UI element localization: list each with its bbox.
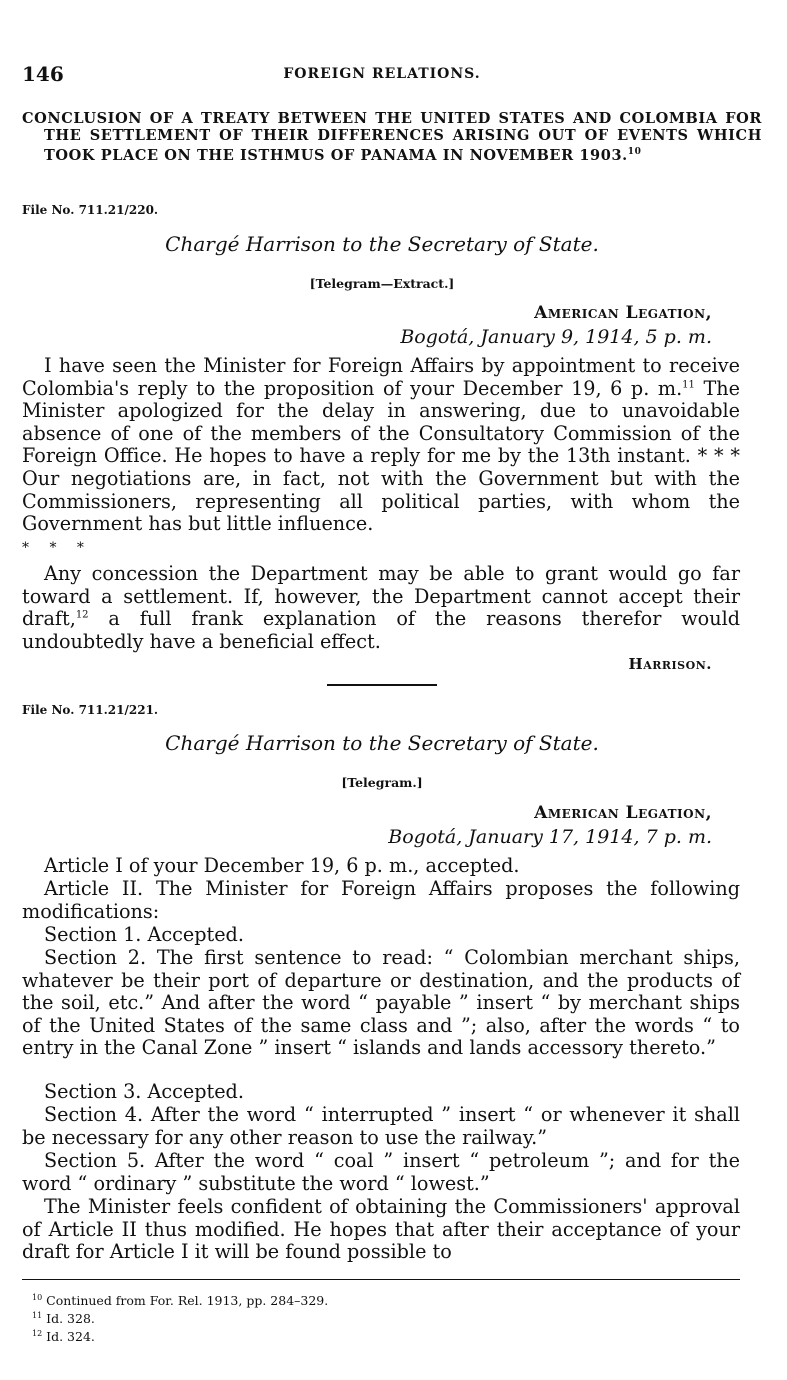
- section-title: [22, 110, 762, 164]
- separator-rule: [327, 684, 437, 686]
- paragraph: Section 4. After the word “ interrupted ” insert “ or whenever it shall be necessary for any other reason to use the railway.”: [22, 1103, 740, 1149]
- file-number: File No. 711.21/220.: [22, 203, 159, 217]
- paragraph: Section 1. Accepted.: [44, 923, 244, 946]
- footnotes: [32, 1290, 328, 1344]
- paragraph: The Minister feels confident of obtaining the Commissioners' approval of Article II thus modified. He hopes that after their acceptance of your draft for Article I it will be found possible to: [22, 1195, 740, 1264]
- document-heading: Chargé Harrison to the Secretary of State.: [165, 232, 599, 256]
- footnote-text: Continued from For. Rel. 1913, pp. 284–329.: [46, 1293, 329, 1309]
- footnote: [32, 1308, 328, 1326]
- footnote-ref: 10: [627, 147, 642, 157]
- signature: Harrison.: [628, 655, 712, 673]
- footnote-text: Id. 324.: [46, 1329, 95, 1345]
- paragraph: Section 3. Accepted.: [44, 1080, 244, 1103]
- paragraph: Section 2. The first sentence to read: “ Colombian merchant ships, whatever be their port of departure or destination, and the products of the soil, etc.” And after the word “ payable ” insert “ by merchant ships of the United States of the same class and ”; also, after the words “ to entry in the Canal Zone ” insert “ islands and lands accessory thereto.”: [22, 946, 740, 1060]
- footnote: [32, 1290, 328, 1308]
- footnote-mark: 12: [32, 1329, 43, 1339]
- section-title-text: CONCLUSION OF A TREATY BETWEEN THE UNITED STATES AND COLOMBIA FOR THE SETTLEMENT OF THEIR DIFFERENCES ARISING OUT OF EVENTS WHICH TOOK PLACE ON THE ISTHMUS OF PANAMA IN NOVEMBER 1903.: [22, 110, 762, 164]
- footnote-ref: 11: [682, 379, 695, 391]
- paragraph: Section 5. After the word “ coal ” insert “ petroleum ”; and for the word “ ordinary ” substitute the word “ lowest.”: [22, 1149, 740, 1195]
- footnote-ref: 12: [75, 609, 89, 621]
- document-heading: Chargé Harrison to the Secretary of State.: [165, 731, 599, 755]
- paragraph-text: The Minister apologized for the delay in answering, due to unavoidable absence of one of the members of the Consultatory Commission of the Foreign Office. He hopes to have a reply for me by the 13th instant. * * * Our negotiations are, in fact, not with the Government but with the Commissioners, representing all political parties, with whom the Government has but little influence.: [22, 376, 740, 536]
- footnote-mark: 11: [32, 1311, 43, 1321]
- paragraph: [22, 355, 740, 536]
- page-number: 146: [22, 62, 64, 86]
- paragraph: Article I of your December 19, 6 p. m., accepted.: [44, 854, 520, 877]
- legation-line: American Legation,: [534, 803, 712, 823]
- telegram-note: [Telegram—Extract.]: [309, 276, 455, 291]
- paragraph-text: I have seen the Minister for Foreign Affairs by appointment to receive Colombia's reply to the proposition of your December 19, 6 p. m.: [22, 354, 740, 400]
- footnote: [32, 1326, 328, 1344]
- footnote-mark: 10: [32, 1293, 43, 1302]
- dateline: Bogotá, January 17, 1914, 7 p. m.: [388, 826, 712, 848]
- footnote-rule: [22, 1279, 740, 1280]
- paragraph-text: Any concession the Department may be able to grant would go far toward a settlement. If, however, the Department cannot accept their draft,: [22, 562, 740, 631]
- telegram-note: [Telegram.]: [341, 775, 423, 790]
- paragraph: Article II. The Minister for Foreign Affairs proposes the following modifications:: [22, 877, 740, 923]
- footnote-text: Id. 328.: [46, 1311, 95, 1327]
- ellipsis-stars: * * *: [22, 540, 92, 556]
- running-title: FOREIGN RELATIONS.: [283, 66, 481, 82]
- paragraph-text: a full frank explanation of the reasons therefor would undoubtedly have a beneficial effect.: [22, 607, 740, 653]
- running-header: [22, 62, 742, 92]
- legation-line: American Legation,: [534, 303, 712, 323]
- file-number: File No. 711.21/221.: [22, 703, 159, 717]
- paragraph: [22, 563, 740, 653]
- dateline: Bogotá, January 9, 1914, 5 p. m.: [400, 326, 712, 348]
